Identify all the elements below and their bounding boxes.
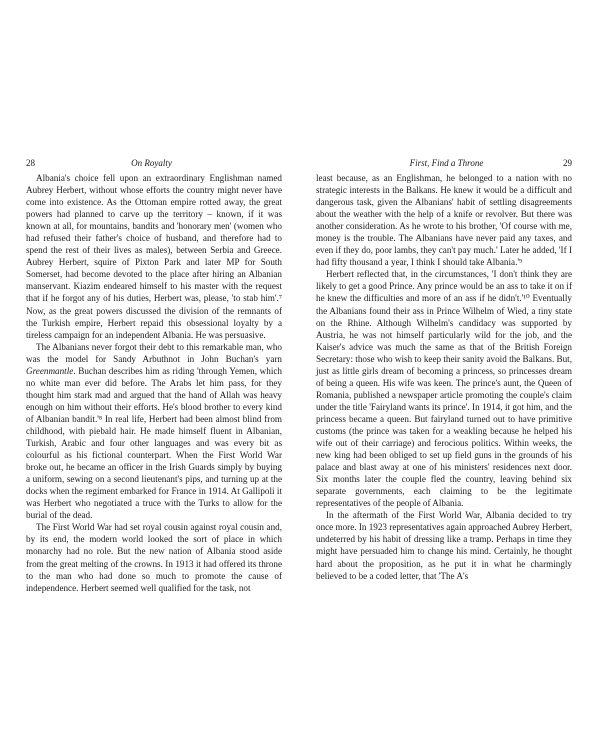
left-paragraph-2: The Albanians never forgot their debt to this remarkable man, who was the model for Sandy Arbuthnot in John Buchan's yarn Greenmantle. Buchan describes him as riding 'through Yemen, which no white man ever did before. The Arabs let him pass, for they thought him stark mad and argued that the hand of Allah was heavy enough on him without their efforts. He's blood brother to every kind of Albanian bandit.'⁸ In real life, Herbert had been almost blind from childhood, with piebald hair. He made himself fluent in Albanian, Turkish, Arabic and four other languages and was every bit as colourful as his fictional counterpart. When the First World War broke out, he became an officer in the Irish Guards simply by buying a uniform, sewing on a second lieutenant's pips, and turning up at the docks when the regiment embarked for France in 1914. At Gallipoli it was Herbert who negotiated a truce with the Turks to allow for the burial of the dead.	[26, 341, 282, 521]
right-page-number: 29	[562, 158, 572, 168]
left-page-number: 28	[26, 158, 35, 168]
right-running-head	[316, 157, 572, 169]
left-paragraph-3: The First World War had set royal cousin against royal cousin and, by its end, the modern world looked the sort of place in which monarchy had no role. But the new nation of Albania stood aside from the great melting of the crowns. In 1913 it had offered its throne to the man who had done so much to promote the cause of independence. Herbert seemed well qualified for the task, not	[26, 522, 282, 593]
left-running-head	[26, 157, 282, 169]
right-paragraph-1: least because, as an Englishman, he belonged to a nation with no strategic interests in the Balkans. He knew it would be a difficult and dangerous task, given the Albanians' habit of settling disagreements about the weather with the help of a knife or revolver. But there was another consideration. As he wrote to his brother, 'Of course with me, money is the trouble. The Albanians have never paid any taxes, and even if they do, poor lambs, they can't pay much.' Later he added, 'If I had fifty thousand a year, I think I should take Albania.'⁹	[316, 173, 572, 268]
right-page	[316, 157, 572, 582]
left-paragraph-1: Albania's choice fell upon an extraordinary Englishman named Aubrey Herbert, without whose efforts the country might never have come into existence. As the Ottoman empire rotted away, the great powers had planned to carve up the territory – known, if it was known at all, for mountains, bandits and 'honorary men' (women who had refused their father's choice of husband, and therefore had to spend the rest of their lives as males), between Serbia and Greece. Aubrey Herbert, squire of Pixton Park and later MP for South Somerset, had become devoted to the place after hiring an Albanian manservant. Kiazim endeared himself to his master with the request that if he forgot any of his duties, Herbert was, please, 'to stab him'.⁷ Now, as the great powers discussed the division of the remnants of the Turkish empire, Herbert repaid this obsessional loyalty by a tireless campaign for an independent Albania. He was persuasive.	[26, 173, 282, 340]
left-running-title: On Royalty	[131, 158, 172, 168]
right-paragraph-2: Herbert reflected that, in the circumstances, 'I don't think they are likely to get a good Prince. Any prince would be an ass to take it on if he knew the difficulties and more of an ass if he didn't.'¹⁰ Eventually the Albanians found their ass in Prince Wilhelm of Wied, a tiny state on the Rhine. Although Wilhelm's candidacy was supported by Austria, he was not himself particularly wild for the job, and the Kaiser's advice was much the same as that of the British Foreign Secretary: those who wish to keep their sanity avoid the Balkans. But, just as little girls dream of becoming a princess, so princesses dream of being a queen. His wife was keen. The prince's aunt, the Queen of Romania, published a newspaper article promoting the couple's claim under the title 'Fairyland wants its prince'. In 1914, it got him, and the princess became a queen. But fairyland turned out to have primitive customs (the prince was taken for a weakling because he helped his wife out of their carriage) and ferocious politics. Within weeks, the new king had been obliged to set up field guns in the grounds of his palace and blast away at one of his ministers' residences next door. Six months later the couple fled the country, leaving behind six separate governments, each claiming to be the legitimate representatives of the people of Albania.	[316, 269, 572, 509]
left-page	[26, 157, 282, 594]
book-title: Greenmantle	[26, 365, 74, 376]
right-paragraph-3: In the aftermath of the First World War, Albania decided to try once more. In 1923 representatives again approached Aubrey Herbert, undeterred by his habit of dressing like a tramp. Perhaps in time they might have persuaded him to change his mind. Certainly, he thought hard about the proposition, as he put it in what he charmingly believed to be a coded letter, that 'The A's	[316, 510, 572, 581]
right-running-title: First, Find a Throne	[409, 158, 484, 168]
